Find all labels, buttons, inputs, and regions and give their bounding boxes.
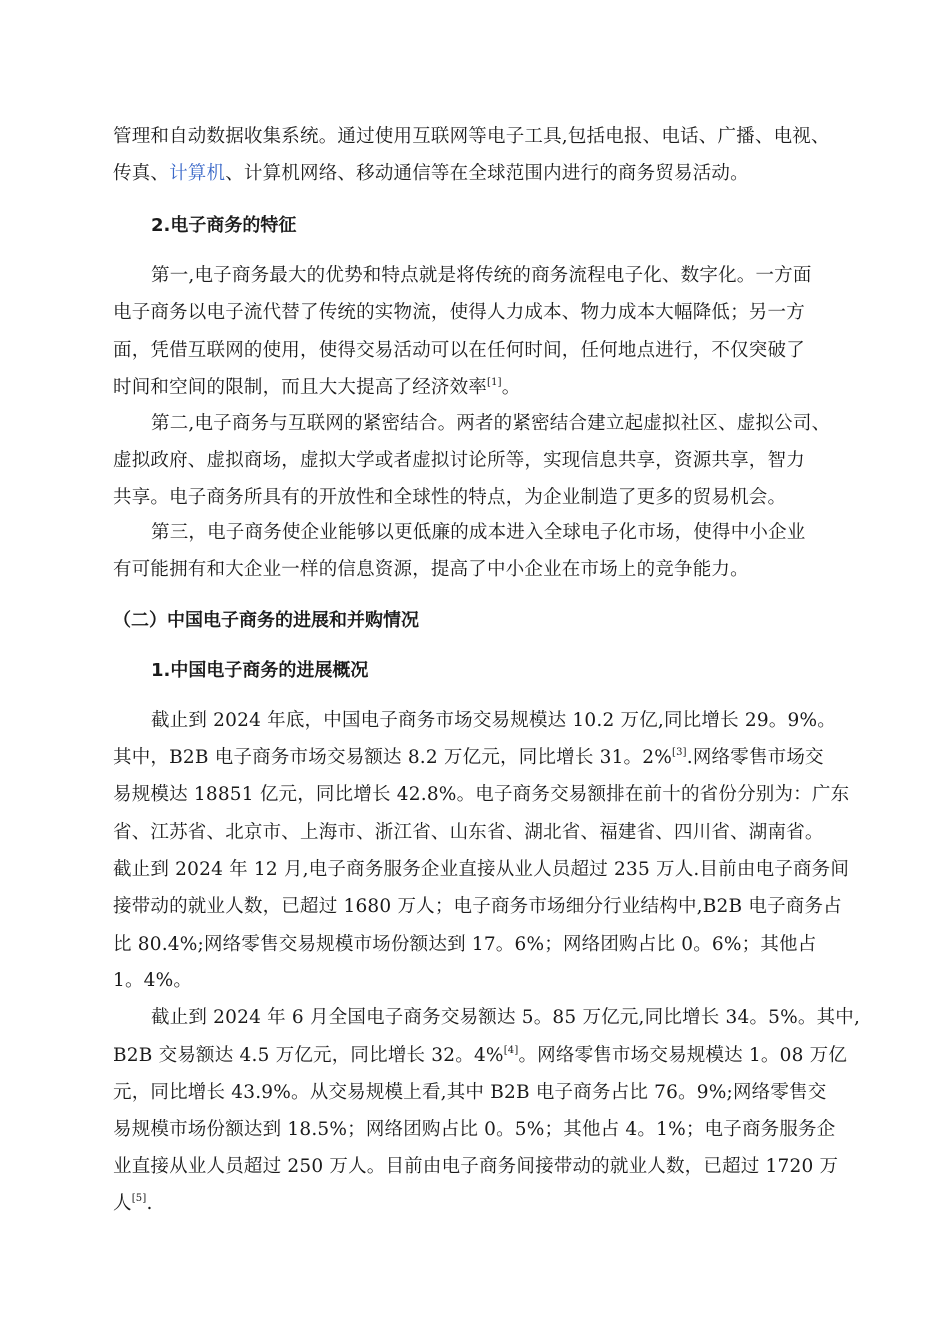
citation-ref[interactable]: [4]: [503, 1045, 519, 1056]
text-span: 省、江苏省、北京市、上海市、浙江省、山东省、湖北省、福建省、四川省、湖南省。: [113, 822, 824, 843]
text-span: 第二,电子商务与互联网的紧密结合。两者的紧密结合建立起虚拟社区、虚拟公司、: [151, 413, 831, 434]
subsection-heading-progress: 1.中国电子商务的进展概况: [151, 660, 369, 681]
text-span: 时间和空间的限制，而且大大提高了经济效率: [113, 377, 488, 398]
text-span: 截止到 2024 年 6 月全国电子商务交易额达 5。85 万亿元,同比增长 34。5%。其中,: [151, 1007, 861, 1028]
text-line: [113, 1080, 826, 1106]
text-line: [113, 968, 192, 994]
text-line: [113, 161, 749, 187]
text-span: .: [146, 1193, 153, 1214]
text-line: [113, 124, 830, 150]
text-span: 截止到 2024 年底，中国电子商务市场交易规模达 10.2 万亿,同比增长 29。9%。: [151, 710, 836, 731]
text-span: 。网络零售市场交易规模达 1。08 万亿: [518, 1045, 848, 1066]
text-span: 接带动的就业人数，已超过 1680 万人；电子商务市场细分行业结构中,B2B 电子商务占: [113, 896, 842, 917]
section-heading-progress-mergers: （二）中国电子商务的进展和并购情况: [113, 610, 419, 631]
text-span: 易规模达 18851 亿元，同比增长 42.8%。电子商务交易额排在前十的省份分别为：广东: [113, 784, 850, 805]
text-span: 有可能拥有和大企业一样的信息资源，提高了中小企业在市场上的竞争能力。: [113, 559, 749, 580]
text-line: [113, 1154, 838, 1180]
text-span: 传真、: [113, 163, 170, 184]
text-span: 1。4%。: [113, 970, 193, 991]
text-line: [113, 1117, 835, 1143]
text-line: [151, 263, 812, 289]
citation-ref[interactable]: [3]: [672, 747, 687, 758]
text-span: 截止到 2024 年 12 月,电子商务服务企业直接从业人员超过 235 万人.目前由电子商务间: [113, 859, 850, 880]
text-line: [151, 708, 836, 734]
text-span: 业直接从业人员超过 250 万人。目前由电子商务间接带动的就业人数，已超过 1720 万: [113, 1156, 839, 1177]
text-span: 面，凭借互联网的使用，使得交易活动可以在任何时间，任何地点进行，不仅突破了: [113, 340, 805, 361]
text-line: [113, 485, 786, 511]
text-line: [113, 557, 749, 583]
text-line: [113, 375, 520, 401]
text-line: [113, 820, 824, 846]
text-span: 比 80.4%;网络零售交易规模市场份额达到 17。6%；网络团购占比 0。6%；其他占: [113, 934, 817, 955]
text-line: [113, 448, 805, 474]
text-span: 。: [501, 377, 521, 398]
text-span: 电子商务以电子流代替了传统的实物流，使得人力成本、物力成本大幅降低；另一方: [113, 302, 805, 323]
text-line: [113, 894, 842, 920]
text-span: 易规模市场份额达到 18.5%；网络团购占比 0。5%；其他占 4。1%；电子商务服务企: [113, 1119, 836, 1140]
text-line: [113, 745, 824, 771]
text-line: [113, 932, 816, 958]
text-line: [113, 782, 849, 808]
text-span: 其中，B2B 电子商务市场交易额达 8.2 万亿元，同比增长 31。2%: [113, 747, 672, 768]
text-line: [113, 1191, 153, 1217]
section-heading-features: 2.电子商务的特征: [151, 215, 297, 236]
computer-link[interactable]: 计算机: [169, 163, 226, 184]
text-span: 共享。电子商务所具有的开放性和全球性的特点，为企业制造了更多的贸易机会。: [113, 487, 787, 508]
text-span: 第一,电子商务最大的优势和特点就是将传统的商务流程电子化、数字化。一方面: [151, 265, 812, 286]
citation-ref[interactable]: [5]: [131, 1193, 147, 1204]
text-span: 虚拟政府、虚拟商场，虚拟大学或者虚拟讨论所等，实现信息共享，资源共享，智力: [113, 450, 805, 471]
text-line: [113, 1043, 847, 1069]
text-span: 第三，电子商务使企业能够以更低廉的成本进入全球电子化市场，使得中小企业: [151, 522, 806, 543]
citation-ref[interactable]: [1]: [487, 377, 502, 388]
text-span: 元，同比增长 43.9%。从交易规模上看,其中 B2B 电子商务占比 76。9%;网络零售交: [113, 1082, 827, 1103]
text-line: [151, 411, 830, 437]
text-line: [151, 1005, 860, 1031]
text-line: [113, 300, 805, 326]
text-line: [151, 520, 806, 546]
text-span: .网络零售市场交: [686, 747, 824, 768]
text-span: 人: [113, 1193, 132, 1214]
text-line: [113, 338, 805, 364]
text-line: [113, 857, 849, 883]
text-span: B2B 交易额达 4.5 万亿元，同比增长 32。4%: [113, 1045, 504, 1066]
text-span: 、计算机网络、移动通信等在全球范围内进行的商务贸易活动。: [225, 163, 749, 184]
text-span: 管理和自动数据收集系统。通过使用互联网等电子工具,包括电报、电话、广播、电视、: [113, 126, 830, 147]
